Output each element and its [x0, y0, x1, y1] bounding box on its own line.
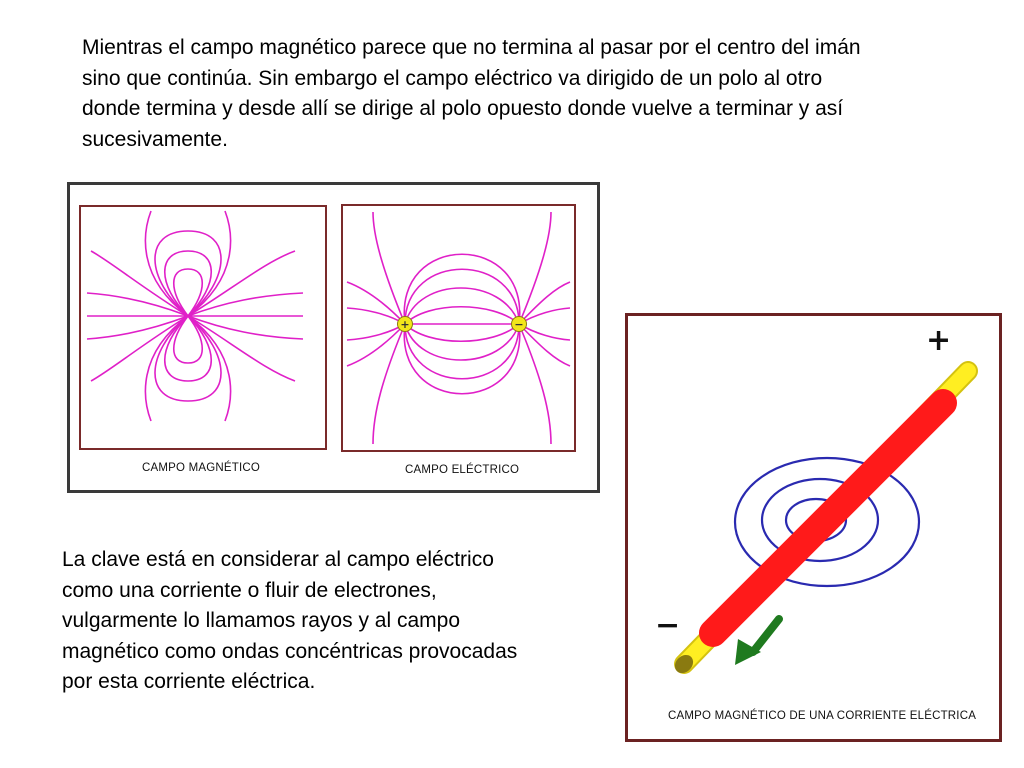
paragraph2-line-2: como una corriente o fluir de electrones, — [62, 578, 437, 602]
paragraph2-line-5: por esta corriente eléctrica. — [62, 670, 316, 693]
electric-near-axis-lines-upper — [347, 308, 570, 324]
paragraph-magnetic-vs-electric — [82, 33, 982, 155]
electric-near-axis-lines-lower — [347, 324, 570, 340]
positive-charge-sign: + — [400, 318, 410, 331]
magnetic-open-lines-upper-side — [91, 251, 295, 316]
paragraph2-line-3: vulgarmente lo llamamos rayos y al campo — [62, 609, 460, 632]
paragraph2-line-4: magnético como ondas concéntricas provocadas — [62, 639, 518, 663]
magnetic-field-caption: CAMPO MAGNÉTICO — [142, 462, 261, 474]
wire-magnetic-field-figure — [625, 313, 1002, 742]
electric-field-diagram — [343, 206, 574, 450]
negative-terminal-sign: − — [655, 608, 681, 643]
field-lines-figure — [67, 182, 600, 493]
wire-figure-caption: CAMPO MAGNÉTICO DE UNA CORRIENTE ELÉCTRICA — [668, 710, 977, 722]
current-direction-arrow — [735, 619, 779, 665]
magnetic-field-panel — [79, 205, 327, 450]
paragraph1-line-2: sino que continúa. Sin embargo el campo eléctrico va dirigido de un polo al otro — [82, 66, 823, 90]
arrow-shaft — [753, 619, 779, 652]
paragraph1-line-4: sucesivamente. — [82, 127, 228, 151]
electric-field-panel — [341, 204, 576, 452]
magnetic-open-lines-lower-side — [91, 316, 295, 381]
paragraph2-line-1: La clave está en considerar al campo eléctrico — [62, 548, 494, 571]
wire-diagram — [628, 316, 999, 739]
magnetic-field-diagram — [81, 207, 325, 448]
paragraph1-line-3: donde termina y desde allí se dirige al polo opuesto donde vuelve a terminar y así — [82, 97, 844, 120]
wire-insulation — [713, 403, 943, 633]
positive-terminal-sign: + — [926, 323, 952, 358]
negative-charge-sign: − — [514, 318, 524, 331]
magnetic-open-lines-top — [145, 211, 230, 316]
paragraph-key-explanation — [62, 545, 582, 698]
magnetic-open-lines-bottom — [145, 316, 230, 421]
electric-field-caption: CAMPO ELÉCTRICO — [405, 464, 520, 476]
paragraph1-line-1: Mientras el campo magnético parece que no termina al pasar por el centro del imán — [82, 36, 861, 59]
